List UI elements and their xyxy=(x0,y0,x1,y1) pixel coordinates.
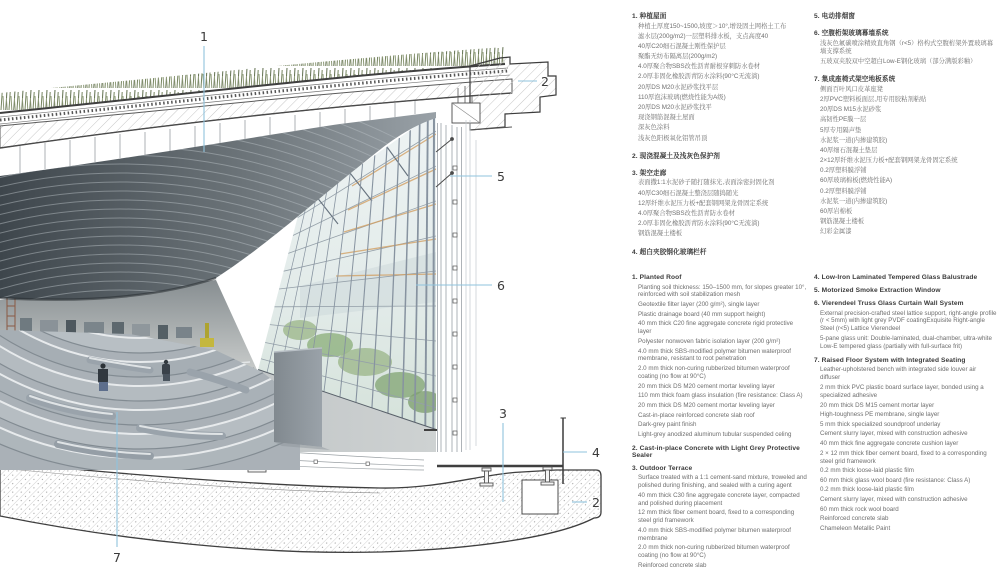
legend-section-heading: 1. Planted Roof xyxy=(632,274,682,281)
legend-item: 5厚专用隔声垫 xyxy=(820,126,862,134)
legend-item: 12厚纤维水泥压力板+配套钢网架龙骨固定系统 xyxy=(638,199,769,207)
legend-section xyxy=(814,10,998,20)
legend-item: 2厚PVC塑料板面层,用专用胶粘剂粘贴 xyxy=(820,95,927,103)
legend-column1-english xyxy=(632,274,808,576)
legend-section xyxy=(814,287,998,294)
callout-number-4: 4 xyxy=(592,445,600,460)
legend-item: High-toughness PE membrane, single layer xyxy=(820,411,940,419)
legend-section xyxy=(632,246,808,256)
legend-item: 60 mm thick rock wool board xyxy=(820,505,899,513)
legend-section-heading: 2. Cast-in-place Concrete with Light Grey Protective Sealer xyxy=(632,444,800,459)
legend-section-heading: 4. 超白夹胶钢化玻璃栏杆 xyxy=(632,248,707,256)
floor-slab-section xyxy=(0,462,601,552)
legend-item: 高韧性PE膜一层 xyxy=(820,116,867,124)
legend-item: Reinforced concrete slab xyxy=(638,562,707,569)
legend-item: 40厚细石混凝土垫层 xyxy=(820,146,878,154)
legend-item: Reinforced concrete slab xyxy=(820,515,889,523)
legend-item: 2 mm thick PVC plastic board surface layer, bonded using a specialized adhesive xyxy=(820,383,984,399)
legend-item: 浅灰色氟碳喷涂精致直角钢（r<5）格构式空腹桁架外置玻璃幕墙支撑系统 xyxy=(820,39,993,55)
legend-item: 40厚C30细石混凝土整浇层随捣随光 xyxy=(638,189,739,197)
legend-item: Dark-grey paint finish xyxy=(638,421,697,429)
legend-item: 20厚DS M15水泥砂浆 xyxy=(820,106,882,114)
legend-section-heading: 2. 现浇混凝土及浅灰色保护剂 xyxy=(632,152,720,160)
legend-section xyxy=(814,274,998,281)
legend-item: 5-pane glass unit: Double-laminated, dual-chamber, ultra-white Low-E tempered glass (partially with full-surface frit) xyxy=(820,335,992,350)
legend-section xyxy=(814,73,998,236)
legend-item: 4.0厚聚合物SBS改性沥青防水卷材 xyxy=(638,209,735,217)
legend-item: 2.0厚非固化橡胶沥青防水涂料(90°C无流淌) xyxy=(638,220,760,228)
legend-item: 4.0 mm thick SBS-modified polymer bitumen waterproof membrane xyxy=(638,526,792,542)
legend-item: Leather-upholstered bench with integrated side louver air diffuser xyxy=(820,366,977,382)
legend-item: Surface treated with a 1:1 cement-sand mixture, troweled and polished during finishing, and sealed with a curing agent xyxy=(638,474,807,490)
legend-item: 钢筋混凝土楼板 xyxy=(638,230,683,238)
legend-item: 20 mm thick DS M20 cement mortar leveling layer xyxy=(638,382,775,390)
legend-item: 4.0厚聚合物SBS改性沥青耐根穿刺防水卷材 xyxy=(638,63,761,71)
legend-item: 2.0 mm thick non-curing rubberized bitumen waterproof coating (no flow at 90°C) xyxy=(638,365,790,380)
callout-number-1: 1 xyxy=(200,29,208,44)
legend-section-heading: 7. 集成座椅式架空地板系统 xyxy=(814,76,896,84)
legend-item: 4.0 mm thick SBS-modified polymer bitumen waterproof membrane, resistant to root penetration xyxy=(638,347,792,363)
callout-number-7: 7 xyxy=(113,550,121,565)
callout-number-2-bottom: 2 xyxy=(592,495,600,510)
legend-item: 40 mm thick fine aggregate concrete cushion layer xyxy=(820,440,959,447)
callout-number-5: 5 xyxy=(497,169,505,184)
legend-item: 40 mm thick C20 fine aggregate concrete rigid protective layer xyxy=(638,320,794,336)
legend-section xyxy=(632,10,808,143)
legend-item: Cast-in-place reinforced concrete slab roof xyxy=(638,411,755,419)
callout-number-2-top: 2 xyxy=(541,74,549,89)
legend-column2-chinese xyxy=(814,10,998,244)
legend-section-heading: 5. Motorized Smoke Extraction Window xyxy=(814,287,941,294)
legend-item: 侧面百叶风口皮革座凳 xyxy=(820,85,883,93)
legend-item: 2.0厚非固化橡胶沥青防水涂料(90°C无流淌) xyxy=(638,73,760,81)
legend-section-heading: 7. Raised Floor System with Integrated Seating xyxy=(814,356,966,364)
legend-item: 20厚DS M20水泥砂浆找平 xyxy=(638,104,712,111)
legend-item: Polyester nonwoven fabric isolation layer (200 g/m²) xyxy=(638,337,781,345)
callout-number-3: 3 xyxy=(499,406,507,421)
legend-item: Cement slurry layer, mixed with construction adhesive xyxy=(820,496,968,504)
partition-wall xyxy=(274,348,330,450)
legend-section-heading: 5. 电动排烟窗 xyxy=(814,13,856,20)
legend-item: 0.2 mm thick loose-laid plastic film xyxy=(820,486,914,494)
legend-item: 聚酯无纺布隔离层(200g/m2) xyxy=(638,53,718,61)
legend-item: 2×12厚纤维水泥压力板+配套钢网架龙骨固定系统 xyxy=(820,157,958,165)
legend-item: 5 mm thick specialized soundproof underlay xyxy=(820,420,941,428)
legend-section xyxy=(632,274,808,439)
legend-item: 五玻双夹胶双中空超白Low-E钢化玻璃（部分满版彩釉） xyxy=(820,57,977,65)
legend-item: 2 × 12 mm thick fiber cement board, fixed to a corresponding steel grid framework xyxy=(820,449,987,465)
legend-item: 水泥浆一道(内掺建筑胶) xyxy=(820,136,888,144)
legend-item: 0.2厚塑料膜浮铺 xyxy=(820,187,867,195)
legend-item: 0.2 mm thick loose-laid plastic film xyxy=(820,467,914,475)
anchor-squares xyxy=(453,166,457,435)
legend-item: 水泥浆一道(内掺建筑胶) xyxy=(820,197,888,205)
legend-item: Planting soil thickness: 150–1500 mm, for slopes greater 10°, reinforced with soil stabilization mesh xyxy=(638,283,807,299)
legend-column1-chinese xyxy=(632,10,808,263)
legend-item: 0.2厚塑料膜浮铺 xyxy=(820,167,867,175)
legend-section-heading: 3. Outdoor Terrace xyxy=(632,464,693,472)
legend-item: 深灰色涂料 xyxy=(638,124,670,132)
legend-item: 20 mm thick DS M20 cement mortar leveling layer xyxy=(638,401,775,409)
legend-item: 40 mm thick C30 fine aggregate concrete layer, compacted and polished during placement xyxy=(638,491,800,507)
curtain-wall-cut-plane xyxy=(436,120,476,452)
legend-item: 110 mm thick foam glass insulation (fire resistance: Class A) xyxy=(638,392,803,400)
legend-item: External precision-crafted steel lattice support, right-angle profile (r < 5mm) with light grey PVDF coatingExquisite Right-angle Steel (r<5) Lattice Vierendeel xyxy=(820,309,997,333)
legend-section xyxy=(632,150,808,160)
legend-section-heading: 4. Low-Iron Laminated Tempered Glass Balustrade xyxy=(814,274,978,281)
legend-section xyxy=(814,300,998,351)
legend-item: 2.0 mm thick non-curing rubberized bitumen waterproof coating (no flow at 90°C) xyxy=(638,544,790,560)
legend-item: 60厚玻璃棉板(燃烧性能A) xyxy=(820,177,893,185)
legend-item: 现浇钢筋混凝土屋面 xyxy=(638,114,695,122)
legend-item: 60厚岩棉板 xyxy=(820,208,853,216)
legend-item: Chameleon Metallic Paint xyxy=(820,524,891,532)
legend-item: 浅灰色阳极氧化铝管吊顶 xyxy=(638,134,708,142)
smoke-window-actuators xyxy=(436,138,453,187)
legend-section xyxy=(814,357,998,533)
legend-item: 幻彩金属漆 xyxy=(820,228,852,236)
legend-item: 40厚C20细石混凝土刚性保护层 xyxy=(638,42,726,50)
legend-item: Cement slurry layer, mixed with construction adhesive xyxy=(820,430,968,438)
legend-item: 110厚泡沫玻璃(燃烧性能为A级) xyxy=(638,93,726,101)
legend-section xyxy=(814,27,998,66)
legend-item: Plastic drainage board (40 mm support height) xyxy=(638,310,766,318)
legend-section-heading: 3. 架空走廊 xyxy=(632,169,667,177)
legend-section xyxy=(632,445,808,459)
legend-item: Light-grey anodized aluminum tubular suspended celing xyxy=(638,430,792,438)
legend-item: 20 mm thick DS M15 cement mortar layer xyxy=(820,401,935,409)
legend-item: 表面撒1:1水泥砂子随打随抹光,表面涂密封固化剂 xyxy=(638,179,775,187)
legend-section-heading: 6. Vierendeel Truss Glass Curtain Wall System xyxy=(814,300,964,307)
legend-item: 12 mm thick fiber cement board, fixed to a corresponding steel grid framework xyxy=(638,509,795,525)
legend-section-heading: 6. 空腹桁架玻璃幕墙系统 xyxy=(814,30,889,37)
legend-section-heading: 1. 种植屋面 xyxy=(632,13,667,20)
legend-section xyxy=(632,167,808,239)
legend-column2-english xyxy=(814,274,998,539)
legend-item: 60 mm thick glass wool board (fire resistance: Class A) xyxy=(820,476,971,484)
legend-item: 滤水层(200g/m2)一层塑料排水板，支点高度40 xyxy=(638,32,769,40)
legend-item: 钢筋混凝土楼板 xyxy=(820,218,865,226)
legend-item: 种植土厚度150~1500,坡度＞10°,增设固土网格土工布 xyxy=(638,22,787,30)
legend-section xyxy=(632,465,808,570)
legend-item: 20厚DS M20水泥砂浆找平层 xyxy=(638,83,719,91)
callout-number-6: 6 xyxy=(497,278,505,293)
legend-item: Geotextile filter layer (200 g/m²), single layer xyxy=(638,301,760,309)
